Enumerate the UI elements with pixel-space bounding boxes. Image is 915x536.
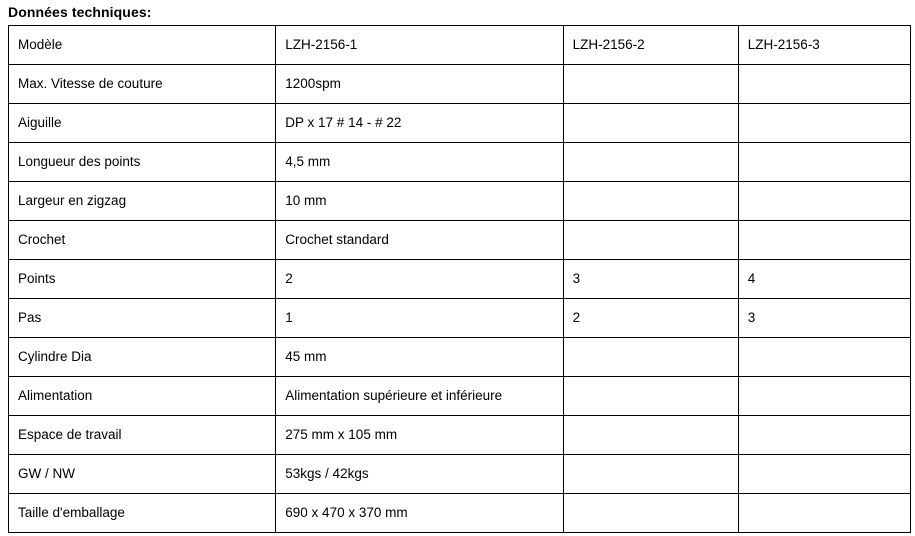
table-cell-value-2 [563, 338, 738, 377]
table-cell-label: Longueur des points [9, 143, 276, 182]
table-row [9, 26, 911, 65]
table-cell-value-1: LZH-2156-1 [276, 26, 563, 65]
table-cell-value-2 [563, 377, 738, 416]
table-cell-value-2 [563, 143, 738, 182]
table-cell-value-2 [563, 494, 738, 533]
table-row [9, 260, 911, 299]
table-cell-value-3 [738, 143, 910, 182]
table-cell-label: Modèle [9, 26, 276, 65]
table-row [9, 416, 911, 455]
table-cell-value-1: 275 mm x 105 mm [276, 416, 563, 455]
table-cell-value-3: LZH-2156-3 [738, 26, 910, 65]
table-cell-value-1: 10 mm [276, 182, 563, 221]
table-cell-label: Largeur en zigzag [9, 182, 276, 221]
table-cell-value-1: 1200spm [276, 65, 563, 104]
table-cell-value-3 [738, 182, 910, 221]
table-row [9, 494, 911, 533]
table-cell-value-1: 53kgs / 42kgs [276, 455, 563, 494]
table-cell-label: Taille d'emballage [9, 494, 276, 533]
table-cell-value-1: 1 [276, 299, 563, 338]
table-cell-value-1: 45 mm [276, 338, 563, 377]
table-cell-label: Points [9, 260, 276, 299]
table-row [9, 377, 911, 416]
table-cell-value-3 [738, 221, 910, 260]
table-cell-value-2: 2 [563, 299, 738, 338]
table-row [9, 299, 911, 338]
table-cell-value-3 [738, 104, 910, 143]
table-cell-label: Aiguille [9, 104, 276, 143]
table-cell-value-2 [563, 65, 738, 104]
table-cell-label: GW / NW [9, 455, 276, 494]
table-row [9, 221, 911, 260]
table-cell-value-1: Crochet standard [276, 221, 563, 260]
table-cell-value-3 [738, 338, 910, 377]
table-cell-value-1: 4,5 mm [276, 143, 563, 182]
table-cell-value-2 [563, 416, 738, 455]
table-cell-value-3: 4 [738, 260, 910, 299]
table-row [9, 143, 911, 182]
table-cell-value-2: LZH-2156-2 [563, 26, 738, 65]
table-cell-value-3 [738, 416, 910, 455]
table-cell-value-1: 690 x 470 x 370 mm [276, 494, 563, 533]
table-body [9, 26, 911, 533]
table-cell-value-1: Alimentation supérieure et inférieure [276, 377, 563, 416]
table-cell-label: Max. Vitesse de couture [9, 65, 276, 104]
table-row [9, 182, 911, 221]
table-cell-value-1: 2 [276, 260, 563, 299]
technical-data-table [8, 25, 911, 533]
table-cell-value-2 [563, 104, 738, 143]
table-cell-value-3: 3 [738, 299, 910, 338]
table-cell-value-2: 3 [563, 260, 738, 299]
table-row [9, 455, 911, 494]
table-cell-value-3 [738, 494, 910, 533]
table-row [9, 338, 911, 377]
table-cell-value-2 [563, 221, 738, 260]
table-cell-value-2 [563, 182, 738, 221]
table-cell-value-3 [738, 455, 910, 494]
table-row [9, 104, 911, 143]
table-cell-label: Espace de travail [9, 416, 276, 455]
table-cell-value-3 [738, 65, 910, 104]
table-cell-label: Cylindre Dia [9, 338, 276, 377]
table-row [9, 65, 911, 104]
table-cell-label: Crochet [9, 221, 276, 260]
table-cell-value-2 [563, 455, 738, 494]
table-cell-label: Alimentation [9, 377, 276, 416]
table-cell-value-1: DP x 17 # 14 - # 22 [276, 104, 563, 143]
table-cell-value-3 [738, 377, 910, 416]
table-cell-label: Pas [9, 299, 276, 338]
page-title: Données techniques: [8, 4, 152, 20]
